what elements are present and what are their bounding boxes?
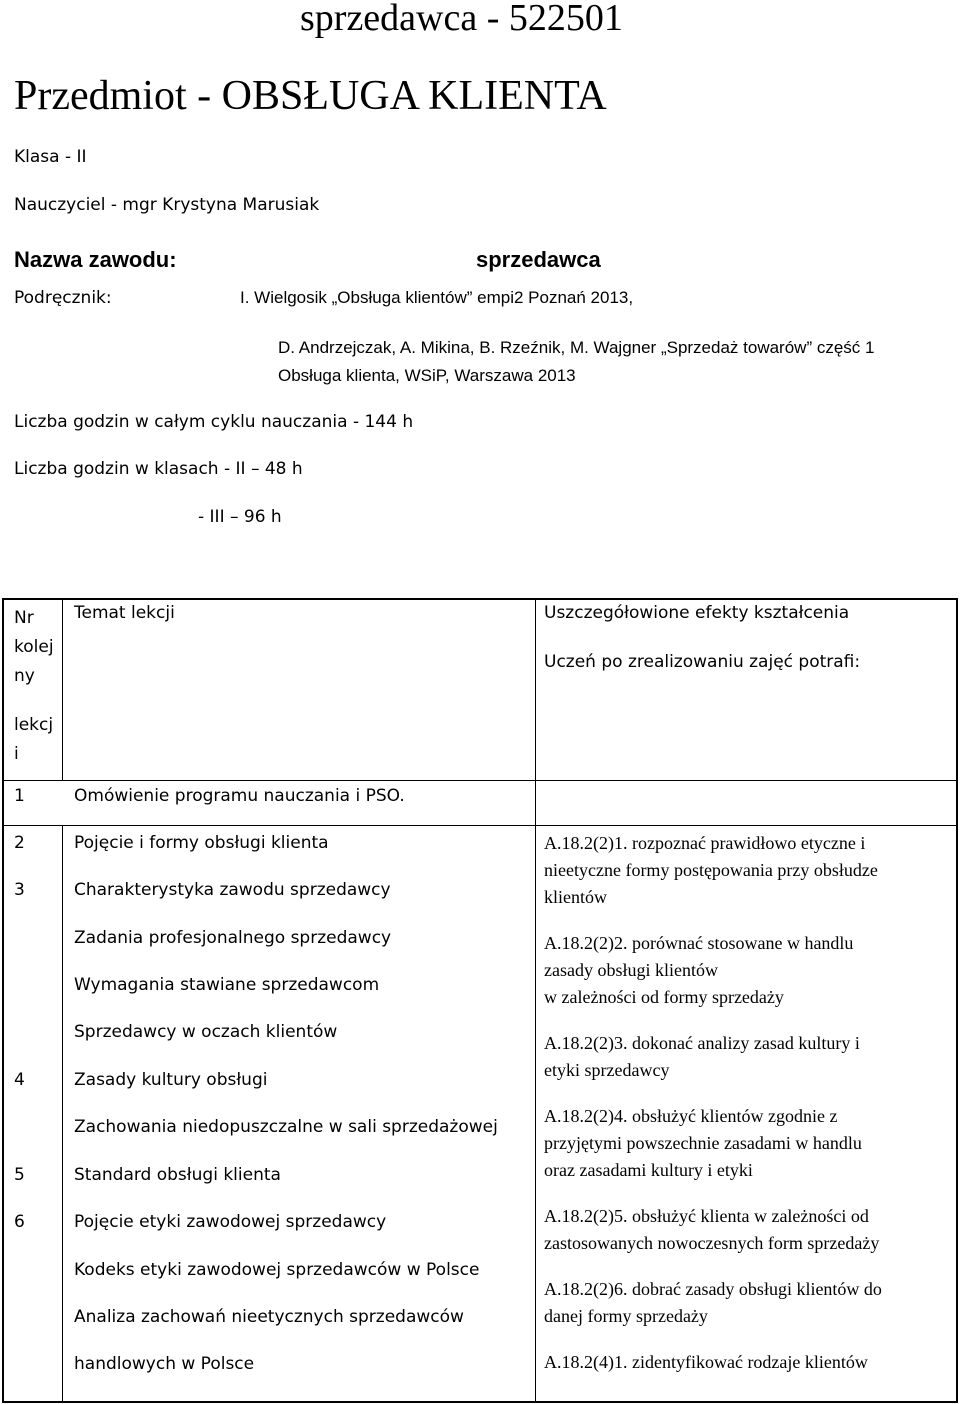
class-label: Klasa - II	[14, 147, 87, 167]
learning-effect-line: etyki sprzedawcy	[544, 1060, 670, 1080]
lesson-topic: Pojęcie etyki zawodowej sprzedawcy	[74, 1212, 387, 1232]
document-code-title: sprzedawca - 522501	[300, 0, 623, 39]
lesson-topic: Standard obsługi klienta	[74, 1165, 281, 1185]
col-header-nr-line: lekcj	[14, 715, 54, 735]
intro-row-nr: 1	[14, 786, 25, 806]
lesson-topic: Charakterystyka zawodu sprzedawcy	[74, 880, 391, 900]
table-top-border	[2, 598, 958, 600]
learning-effect-line: A.18.2(2)5. obsłużyć klienta w zależności od	[544, 1206, 869, 1226]
learning-effect	[544, 1103, 862, 1184]
learning-effect	[544, 1349, 868, 1376]
col-header-nr-line: i	[14, 744, 19, 764]
learning-effect-line: klientów	[544, 887, 607, 907]
learning-effect-line: oraz zasadami kultury i etyki	[544, 1160, 753, 1180]
textbook-2-line2: Obsługa klienta, WSiP, Warszawa 2013	[278, 366, 576, 385]
lesson-topic: handlowych w Polsce	[74, 1354, 255, 1374]
col-header-topic: Temat lekcji	[74, 603, 175, 623]
learning-effect	[544, 930, 853, 1011]
learning-effect-line: nieetyczne formy postępowania przy obsłudze	[544, 860, 878, 880]
learning-effect-line: A.18.2(2)1. rozpoznać prawidłowo etyczne i	[544, 833, 866, 853]
col-header-nr	[14, 604, 54, 769]
learning-effect-line: A.18.2(2)4. obsłużyć klientów zgodnie z	[544, 1106, 838, 1126]
profession-value: sprzedawca	[476, 247, 601, 272]
lesson-topic: Sprzedawcy w oczach klientów	[74, 1022, 338, 1042]
lesson-number: 5	[14, 1165, 25, 1185]
learning-effect-line: A.18.2(2)6. dobrać zasady obsługi klientów do	[544, 1279, 882, 1299]
col-header-nr-line: kolej	[14, 637, 54, 657]
table-bottom-border	[2, 1401, 958, 1403]
lesson-number: 4	[14, 1070, 25, 1090]
hours-total: Liczba godzin w całym cyklu nauczania - 144 h	[14, 412, 414, 432]
lesson-topic: Zadania profesjonalnego sprzedawcy	[74, 928, 392, 948]
col-divider-effects	[535, 598, 536, 1403]
learning-effect-line: danej formy sprzedaży	[544, 1306, 708, 1326]
col-header-effects-sub: Uczeń po zrealizowaniu zajęć potrafi:	[544, 652, 861, 672]
textbook-label: Podręcznik:	[14, 288, 112, 308]
table-left-border	[2, 598, 4, 1403]
textbook-1: I. Wielgosik „Obsługa klientów” empi2 Poznań 2013,	[240, 288, 634, 307]
learning-effect	[544, 830, 878, 911]
learning-effect-line: w zależności od formy sprzedaży	[544, 987, 784, 1007]
learning-effect-line: przyjętymi powszechnie zasadami w handlu	[544, 1133, 862, 1153]
intro-row-bottom-border	[2, 825, 958, 826]
header-bottom-border	[2, 780, 958, 781]
col-divider-nr-header	[62, 598, 63, 781]
lesson-topic: Pojęcie i formy obsługi klienta	[74, 833, 329, 853]
learning-effect	[544, 1276, 882, 1330]
table-right-border	[956, 598, 958, 1403]
profession-label: Nazwa zawodu:	[14, 247, 177, 272]
col-header-nr-line: ny	[14, 666, 35, 686]
intro-row-topic: Omówienie programu nauczania i PSO.	[74, 786, 405, 806]
hours-classes-2: - III – 96 h	[198, 507, 282, 527]
lesson-topic: Zachowania niedopuszczalne w sali sprzedażowej	[74, 1117, 498, 1137]
learning-effect	[544, 1030, 860, 1084]
subject-title: Przedmiot - OBSŁUGA KLIENTA	[14, 73, 607, 119]
lesson-number: 6	[14, 1212, 25, 1232]
learning-effect-line: zastosowanych nowoczesnych form sprzedaży	[544, 1233, 880, 1253]
learning-effect-line: A.18.2(4)1. zidentyfikować rodzaje klientów	[544, 1352, 868, 1372]
lesson-topic: Analiza zachowań nieetycznych sprzedawców	[74, 1307, 464, 1327]
hours-classes: Liczba godzin w klasach - II – 48 h	[14, 459, 303, 479]
lesson-topic: Kodeks etyki zawodowej sprzedawców w Polsce	[74, 1260, 480, 1280]
lesson-topic: Zasady kultury obsługi	[74, 1070, 268, 1090]
learning-effect-line: zasady obsługi klientów	[544, 960, 718, 980]
textbook-2-line1: D. Andrzejczak, A. Mikina, B. Rzeźnik, M. Wajgner „Sprzedaż towarów” część 1	[278, 338, 875, 357]
learning-effect-line: A.18.2(2)2. porównać stosowane w handlu	[544, 933, 854, 953]
lesson-topic: Wymagania stawiane sprzedawcom	[74, 975, 380, 995]
col-divider-nr-body	[62, 825, 63, 1403]
lesson-number: 2	[14, 833, 25, 853]
col-header-nr-line: Nr	[14, 608, 34, 628]
teacher-label: Nauczyciel - mgr Krystyna Marusiak	[14, 195, 320, 215]
col-header-effects: Uszczegółowione efekty kształcenia	[544, 603, 850, 623]
lesson-number: 3	[14, 880, 25, 900]
learning-effect	[544, 1203, 879, 1257]
learning-effect-line: A.18.2(2)3. dokonać analizy zasad kultury i	[544, 1033, 860, 1053]
